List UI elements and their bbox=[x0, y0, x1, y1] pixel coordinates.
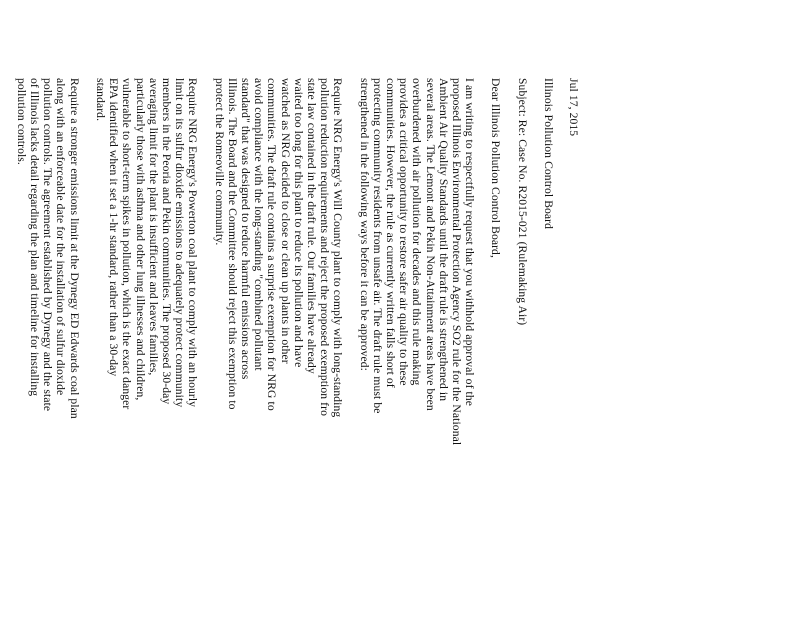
letter-salutation: Dear Illinois Pollution Control Board, bbox=[489, 78, 503, 258]
letter-date: Jul 17, 2015 bbox=[567, 78, 580, 137]
letter-body bbox=[0, 78, 580, 618]
letter-paragraph-will-county: Require NRG Energy's Will County plant to comply with long-standing pollution reduction requirements and reject the proposed exemption fro state law contained in the draft rule. Our families have already waited too long for this plant to reduce its pollution and have watched as NRG decided to close or clean up plants in other communities. The draft rule contains a surprise exemption for NRG to avoid compliance with the long-standing "combined pollutant standard" that was designed to reduce harmful emissions across Illinois. The Board and the Committee should reject this exemption to protect the Romeoville community. bbox=[212, 78, 345, 418]
letter-paragraph-conclusion bbox=[0, 78, 2, 618]
letter-paragraph-intro: I am writing to respectfully request that you withhold approval of the proposed Illinois Environmental Protection Agency SO2 rule for the National Ambient Air Quality Standards until the draft rule is strengthened in several areas. The Lemont and Pekin Non-Attainment areas have been overburdened with air pollution for decades and this rule making provides a critical opportunity to restore safer air quality to these communities. However, the rule as currently written falls short of protecting community residents from unsafe air. The draft rule must be strengthened in the following ways before it can be approved: bbox=[357, 78, 477, 446]
letter-paragraph-ed-edwards: Require a stronger emissions limit at the Dynegy ED Edwards coal plan along with an enforceable date for the installation of sulfur dioxide pollution controls. The agreement established by Dynegy and the state of Illinois lacks detail regarding the plan and timeline for installing pollution controls. bbox=[14, 78, 81, 419]
letter-recipient: Illinois Pollution Control Board bbox=[541, 78, 555, 230]
letter-subject: Subject: Re: Case No. R2015-021 (Rulemaking Air) bbox=[515, 78, 529, 326]
letter-paragraph-powerton: Require NRG Energy's Powerton coal plant to comply with an hourly limit on its sulfur dioxide emissions to adequately protect community members in the Peoria and Pekin communities. The proposed 30-day averaging limit for the plant is insufficient and leaves families, particularly those with asthma and other lung illnesses and children, vulnerable to short-term spikes in pollution, which is the exact danger EPA identified when it set a 1-hr standard, rather than a 30-day standard. bbox=[93, 78, 200, 410]
